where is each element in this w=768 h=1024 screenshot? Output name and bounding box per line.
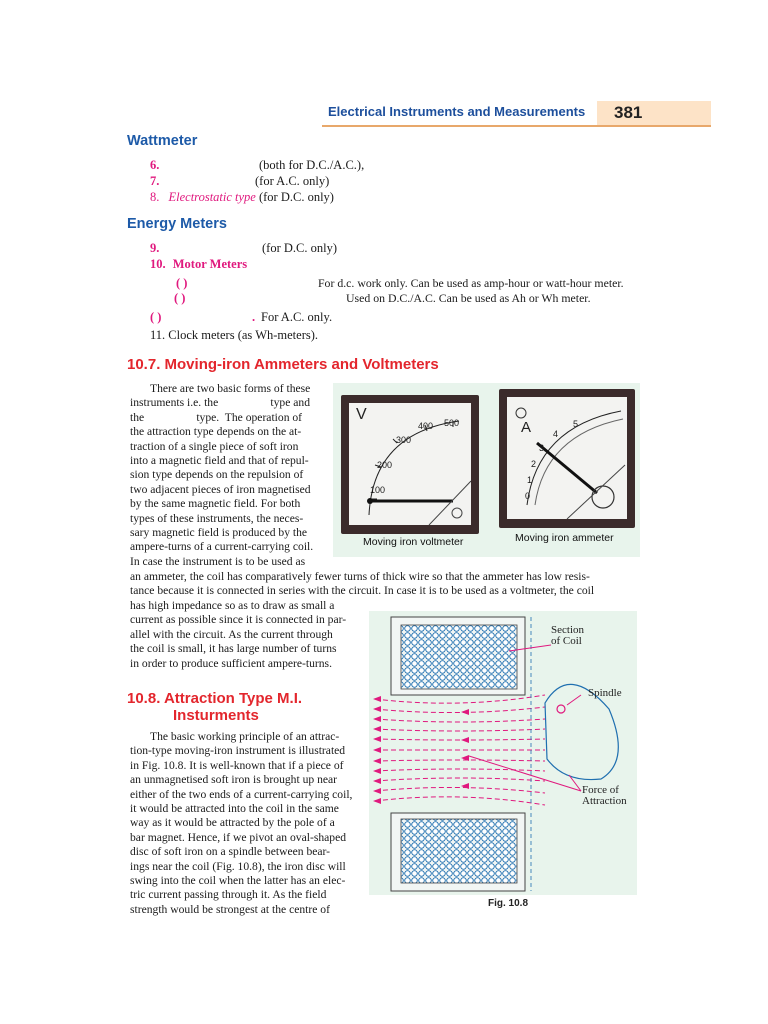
page-number: 381 [614, 103, 643, 122]
text-line: an unmagnetised soft iron is brought up near [130, 773, 338, 787]
list-item-7 [150, 173, 330, 189]
section-10-7-wide-lines [130, 570, 640, 599]
text-line: types of these instruments, the neces- [130, 511, 304, 525]
item-name: Electrostatic type [168, 190, 256, 204]
sub-item-note: For A.C. only. [261, 310, 333, 324]
text-line: has high impedance so as to draw as small a [130, 599, 335, 612]
ammeter-tick-label: 3 [539, 443, 545, 453]
text-line: tance because it is connected in series with the circuit. In case it is to be used as a voltmeter, the coil [130, 584, 595, 598]
text-line: the coil is small, it has large number of turns [130, 642, 337, 656]
text-line: it would be attracted into the coil in the same [130, 802, 339, 816]
text-line: current as possible since it is connected in par- [130, 613, 347, 627]
text-line: allel with the circuit. As the current through [130, 627, 333, 641]
text-line: ings near the coil (Fig. 10.8), the iron disc will [130, 859, 346, 873]
ammeter-dial [507, 397, 627, 519]
text-line: strength would be strongest at the centre of [130, 902, 330, 916]
voltmeter-tick-label: 200 [377, 460, 393, 470]
text-line: instruments i.e. the type and [130, 396, 310, 410]
sub-item-a [176, 275, 656, 291]
text-line: disc of soft iron on a spindle between bear- [130, 845, 331, 859]
text-line: by the same magnetic field. For both [130, 497, 301, 511]
item-number: 7. [150, 174, 160, 188]
text-line: tric current passing through it. As the field [130, 888, 327, 902]
text-line: tion-type moving-iron instrument is illustrated [130, 744, 346, 758]
list-item-8 [150, 189, 334, 205]
text-line: either of the two ends of a current-carrying coil, [130, 787, 353, 801]
item-number: 10. [150, 257, 166, 271]
section-of-coil-label: Section of Coil [551, 624, 584, 647]
voltmeter-tick-label: 300 [396, 435, 412, 445]
ammeter-tick-label: 0 [525, 491, 531, 501]
energy-meters-heading: Energy Meters [127, 216, 227, 232]
section-10-8-heading-line1: 10.8. Attraction Type M.I. [127, 690, 303, 707]
sub-item-b [174, 290, 654, 306]
ammeter-tick-label: 1 [527, 475, 533, 485]
text-line: ampere-turns of a current-carrying coil. [130, 540, 314, 554]
voltmeter-photo [341, 395, 479, 534]
item-note: (for A.C. only) [255, 174, 330, 188]
sub-item-c [150, 309, 450, 325]
text-line: bar magnet. Hence, if we pivot an oval-shaped [130, 830, 347, 844]
text-line: sary magnetic field is produced by the [130, 526, 308, 540]
sub-item-mark: ( ) [176, 276, 188, 290]
voltmeter-tick-label: 400 [418, 421, 434, 431]
ammeter-tick-label: 2 [531, 459, 537, 469]
ammeter-tick-label: 4 [553, 429, 559, 439]
wattmeter-heading: Wattmeter [127, 133, 198, 149]
text-line: traction of a single piece of soft iron [130, 439, 299, 453]
text-line: two adjacent pieces of iron magnetised [130, 482, 311, 496]
item-note: (for D.C. only) [262, 241, 337, 255]
coil-diagram [369, 611, 637, 895]
header-rule [322, 125, 711, 127]
list-item-10 [150, 256, 247, 272]
text-line: sion type depends on the repulsion of [130, 468, 304, 482]
section-10-7-heading: 10.7. Moving-iron Ammeters and Voltmeters [127, 356, 439, 373]
list-item-11: 11. Clock meters (as Wh-meters). [150, 328, 319, 342]
voltmeter-tick-label: 100 [370, 485, 386, 495]
item-name: Motor Meters [172, 257, 248, 271]
text-line: an ammeter, the coil has comparatively fewer turns of thick wire so that the ammeter has low resis- [130, 570, 590, 583]
item-number: 6. [150, 158, 160, 172]
list-item-6 [150, 157, 365, 173]
text-line: in order to produce sufficient ampere-turns. [130, 656, 332, 670]
text-line: the type. The operation of [130, 410, 303, 424]
sub-item-note: For d.c. work only. Can be used as amp-hour or watt-hour meter. [318, 276, 624, 290]
voltmeter-tick-label: 500 [444, 418, 460, 428]
list-item-9 [150, 240, 337, 256]
voltmeter-caption: Moving iron voltmeter [363, 536, 464, 548]
text-line: In case the instrument is to be used as [130, 554, 306, 568]
sub-item-dot: . [252, 310, 256, 324]
text-line: into a magnetic field and that of repul- [130, 454, 309, 468]
spindle-label: Spindle [588, 687, 622, 699]
sub-item-mark: ( ) [174, 291, 186, 305]
voltmeter-unit: V [356, 406, 367, 423]
sub-item-mark: ( ) [150, 310, 162, 324]
text-line: The basic working principle of an attrac- [150, 730, 340, 743]
text-line: in Fig. 10.8. It is well-known that if a piece of [130, 758, 344, 772]
ammeter-unit: A [521, 419, 532, 436]
ammeter-tick-label: 5 [573, 419, 579, 429]
sub-item-note: Used on D.C./A.C. Can be used as Ah or Wh meter. [346, 291, 591, 305]
text-line: way as it would be attracted by the pole of a [130, 816, 335, 830]
section-10-8-paragraph [130, 730, 361, 917]
section-10-7-paragraph-cont [130, 599, 362, 671]
section-10-8-heading-line2: Insturments [173, 707, 259, 724]
voltmeter-dial [349, 403, 471, 525]
item-number: 9. [150, 241, 160, 255]
text-line: There are two basic forms of these [150, 382, 311, 395]
coil-figure [369, 611, 637, 909]
running-header-title: Electrical Instruments and Measurements [328, 104, 586, 119]
item-note: (both for D.C./A.C.), [259, 158, 365, 172]
section-10-7-paragraph [130, 382, 352, 569]
ammeter-caption: Moving iron ammeter [515, 532, 614, 544]
text-line: swing into the coil when the latter has an elec- [130, 874, 346, 888]
figure-caption: Fig. 10.8 [488, 898, 529, 909]
force-of-attraction-label: Force of Attraction [582, 784, 627, 807]
ammeter-photo [499, 389, 635, 528]
item-note: (for D.C. only) [258, 190, 334, 204]
text-line: the attraction type depends on the at- [130, 425, 302, 439]
item-number: 8. [150, 190, 160, 204]
meters-figure [333, 383, 640, 557]
